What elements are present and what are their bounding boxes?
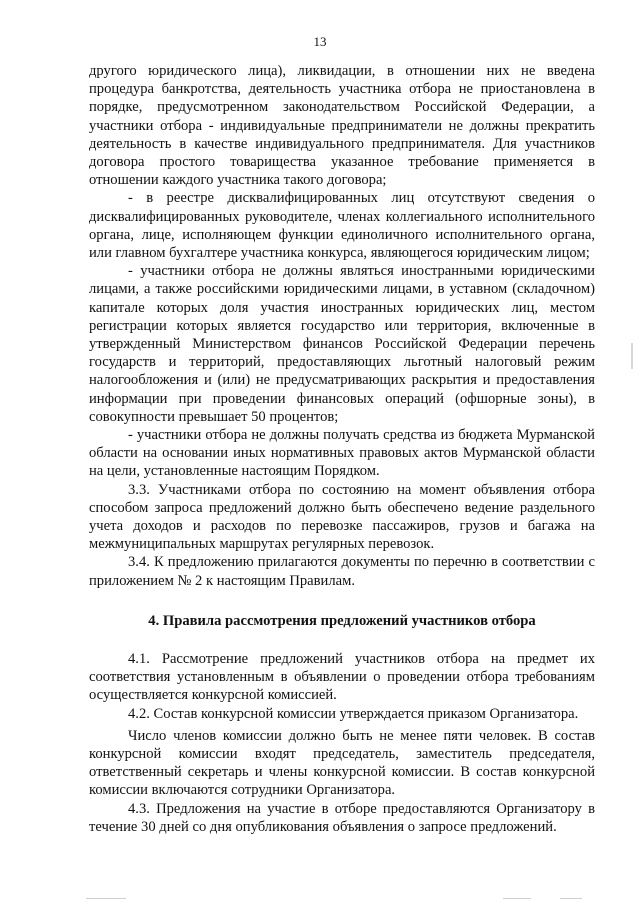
- paragraph-disqualified-registry: - в реестре дисквалифицированных лиц отсутствуют сведения о дисквалифицированных руководителе, членах коллегиального исполнительного органа, лице, исполняющем функции единоличного исполнительного органа, или главном бухгалтере участника конкурса, являющегося юридическим лицом;: [89, 190, 595, 262]
- paragraph-foreign-entities: - участники отбора не должны являться иностранными юридическими лицами, а также российскими юридическими лицами, в уставном (складочном) капитале которых доля участия иностранных юридических лиц, местом регистрации которых является государство или территория, включенные в утвержденный Министерством финансов Российской Федерации перечень государств и территорий, предоставляющих льготный налоговый режим налогообложения и (или) не предусматривающих раскрытия и предоставления информации при проведении финансовых операций (офшорные зоны), в совокупности превышает 50 процентов;: [89, 263, 595, 425]
- scan-bottom-mark: [503, 898, 531, 899]
- paragraph-continuation: другого юридического лица), ликвидации, в отношении них не введена процедура банкротства, деятельность участника отбора не приостановлена в порядке, предусмотренном законодательством Российской Федерации, а участники отбора - индивидуальные предприниматели не должны прекратить деятельность в качестве индивидуального предпринимателя. Для участников договора простого товарищества указанное требование применяется в отношении каждого участника такого договора;: [89, 63, 595, 189]
- section-4-heading: 4. Правила рассмотрения предложений участников отбора: [148, 612, 536, 629]
- paragraph-commission-members: Число членов комиссии должно быть не менее пяти человек. В состав конкурсной комиссии входят председатель, заместитель председателя, ответственный секретарь и члены конкурсной комиссии. В состав конкурсной комиссии включаются сотрудники Организатора.: [89, 727, 595, 799]
- paragraph-4-3: 4.3. Предложения на участие в отборе предоставляются Организатору в течение 30 дней со дня опубликования объявления о запросе предложений.: [89, 800, 595, 835]
- paragraph-budget-funds: - участники отбора не должны получать средства из бюджета Мурманской области на основании иных нормативных правовых актов Мурманской области на цели, установленные настоящим Порядком.: [89, 427, 595, 480]
- scan-bottom-mark: [560, 898, 582, 899]
- scan-bottom-mark: [86, 898, 126, 899]
- page-number: 13: [313, 34, 327, 49]
- scan-edge-mark: [631, 343, 633, 369]
- paragraph-3-4: 3.4. К предложению прилагаются документы по перечню в соответствии с приложением № 2 к настоящим Правилам.: [89, 554, 595, 589]
- paragraph-3-3: 3.3. Участниками отбора по состоянию на момент объявления отбора способом запроса предложений должно быть обеспечено ведение раздельного учета доходов и расходов по перевозке пассажиров, грузов и багажа на межмуниципальных маршрутах регулярных перевозок.: [89, 481, 595, 553]
- paragraph-4-2: 4.2. Состав конкурсной комиссии утверждается приказом Организатора.: [128, 705, 579, 722]
- paragraph-4-1: 4.1. Рассмотрение предложений участников отбора на предмет их соответствия установленным в объявлении о проведении отбора требованиям осуществляется конкурсной комиссией.: [89, 650, 595, 704]
- document-body: [89, 62, 595, 836]
